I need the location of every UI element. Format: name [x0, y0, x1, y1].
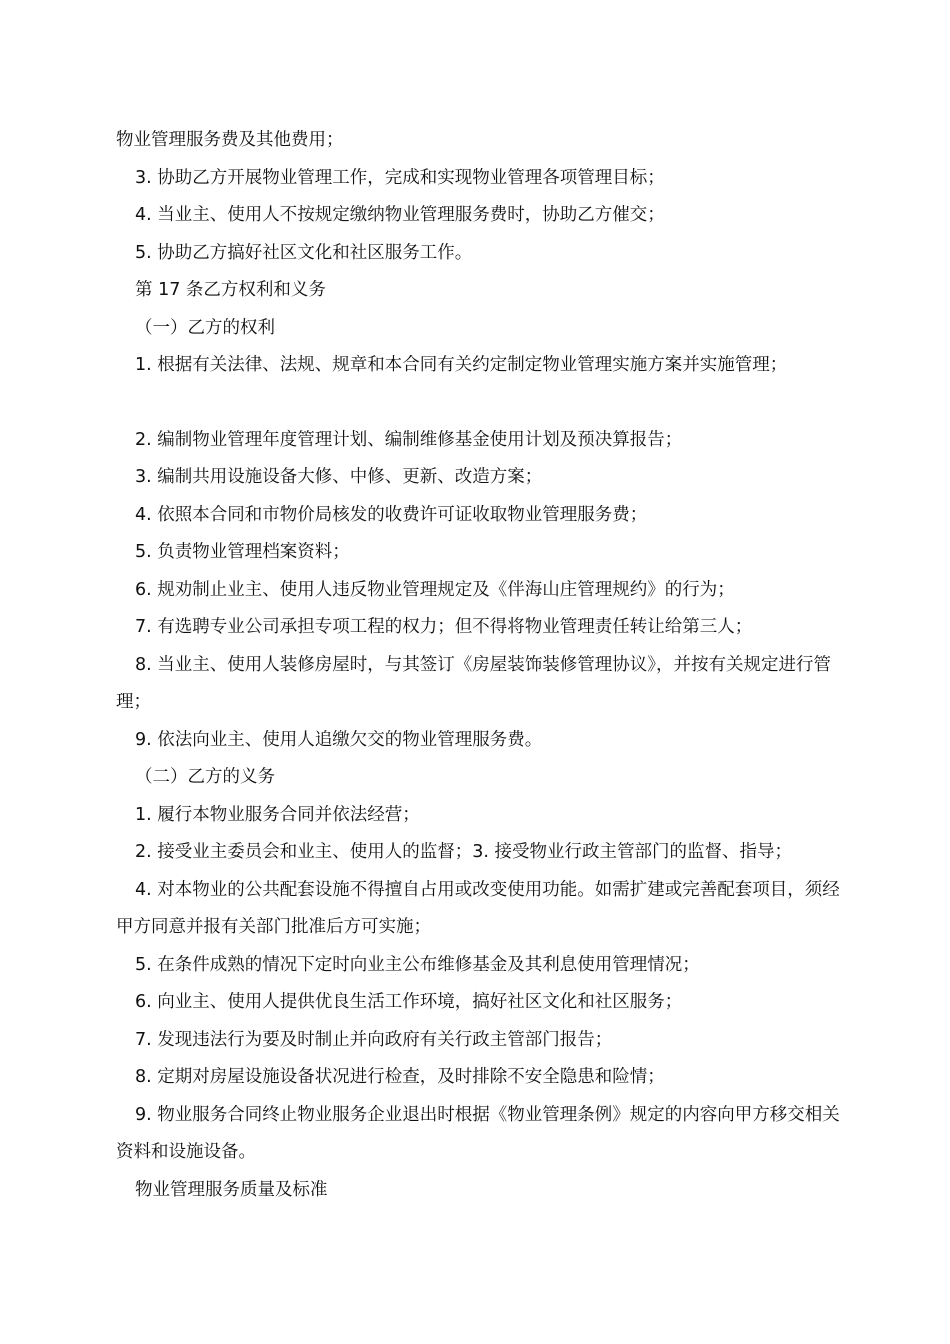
obligations-item-2-3: 2. 接受业主委员会和业主、使用人的监督；3. 接受物业行政主管部门的监督、指导；: [135, 842, 793, 862]
obligations-item-4: 4. 对本物业的公共配套设施不得擅自占用或改变使用功能。如需扩建或完善配套项目，须经甲方同意并报有关部门批准后方可实施；: [116, 879, 840, 937]
obligations-item-6: 6. 向业主、使用人提供优良生活工作环境，搞好社区文化和社区服务；: [135, 992, 683, 1012]
rights-item-1: 1. 根据有关法律、法规、规章和本合同有关约定制定物业管理实施方案并实施管理；: [135, 355, 788, 375]
rights-item-6: 6. 规劝制止业主、使用人违反物业管理规定及《伴海山庄管理规约》的行为；: [135, 579, 735, 600]
obligations-item-9: 9. 物业服务合同终止物业服务企业退出时根据《物业管理条例》规定的内容向甲方移交相关资料和设施设备。: [116, 1104, 840, 1162]
rights-item-4: 4. 依照本合同和市物价局核发的收费许可证收取物业管理服务费；: [135, 504, 648, 525]
rights-item-3: 3. 编制共用设施设备大修、中修、更新、改造方案；: [135, 467, 543, 487]
rights-item-8: 8. 当业主、使用人装修房屋时，与其签订《房屋装饰装修管理协议》，并按有关规定进行管理；: [116, 654, 832, 712]
obligations-item-5: 5. 在条件成熟的情况下定时向业主公布维修基金及其利息使用管理情况；: [135, 954, 700, 975]
paragraph-assist-collection: 4. 当业主、使用人不按规定缴纳物业管理服务费时，协助乙方催交；: [135, 205, 665, 225]
blank-line: [116, 385, 846, 422]
rights-item-9: 9. 依法向业主、使用人追缴欠交的物业管理服务费。: [135, 729, 543, 750]
obligations-item-8: 8. 定期对房屋设施设备状况进行检查，及时排除不安全隐患和险情；: [135, 1067, 665, 1087]
section-quality-heading: 物业管理服务质量及标准: [135, 1179, 328, 1200]
document-body: [116, 122, 846, 1209]
rights-item-7: 7. 有选聘专业公司承担专项工程的权力；但不得将物业管理责任转让给第三人；: [135, 617, 753, 637]
paragraph-assist-management: 3. 协助乙方开展物业管理工作，完成和实现物业管理各项管理目标；: [135, 167, 665, 188]
paragraph-fee-continuation: 物业管理服务费及其他费用；: [116, 130, 344, 150]
obligations-item-1: 1. 履行本物业服务合同并依法经营；: [135, 804, 420, 825]
article-17-heading: 第 17 条乙方权利和义务: [135, 280, 326, 300]
section-rights-heading: （一）乙方的权利: [135, 317, 275, 338]
obligations-item-7: 7. 发现违法行为要及时制止并向政府有关行政主管部门报告；: [135, 1029, 613, 1050]
paragraph-assist-community: 5. 协助乙方搞好社区文化和社区服务工作。: [135, 242, 473, 263]
rights-item-5: 5. 负责物业管理档案资料；: [135, 542, 350, 562]
rights-item-2: 2. 编制物业管理年度管理计划、编制维修基金使用计划及预决算报告；: [135, 429, 683, 450]
section-obligations-heading: （二）乙方的义务: [135, 767, 275, 787]
